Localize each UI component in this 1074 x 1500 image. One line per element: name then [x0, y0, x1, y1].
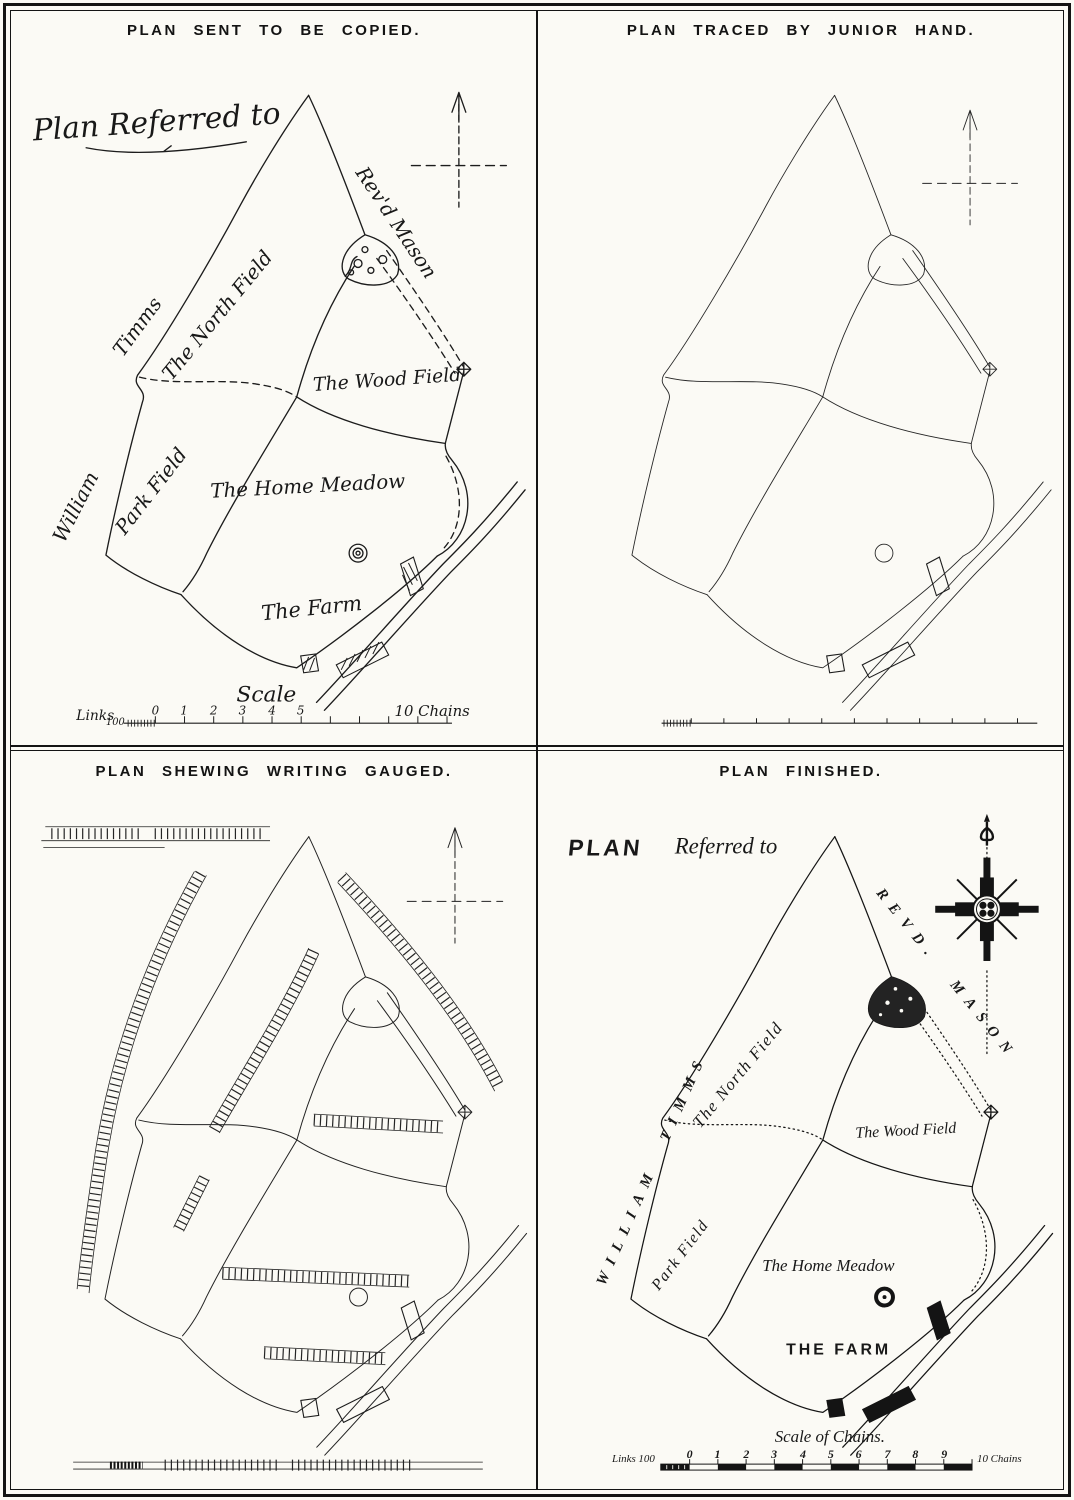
heading-script: Plan Referred to	[31, 95, 282, 148]
wood-clump-scribble	[345, 247, 387, 277]
scale-num-2: 2	[743, 1447, 750, 1462]
label-timms: Timms	[108, 292, 167, 361]
scale-bar-finished	[611, 1427, 1022, 1470]
scale-outline	[661, 1464, 972, 1470]
svg-text:Park Field	[110, 444, 192, 540]
pond-icon	[349, 544, 367, 562]
label-park-field: Park Field	[110, 443, 192, 539]
road-line-2	[325, 1233, 527, 1455]
pond-finished	[876, 1289, 893, 1306]
gauge-sample	[41, 827, 270, 848]
svg-text:The North Field	[689, 1018, 787, 1131]
quadrant-title-sent: PLAN SENT TO BE COPIED.	[126, 22, 422, 39]
scale-num-7: 7	[884, 1447, 891, 1462]
scale-num-5: 5	[296, 703, 305, 718]
scale-num-0: 0	[686, 1447, 693, 1462]
farm-buildings-outline	[827, 557, 950, 678]
north-arrow-icon	[411, 92, 506, 207]
north-arrow-icon	[407, 828, 502, 943]
quadrant-plan-gauged	[14, 754, 534, 1488]
lane-inner	[903, 259, 981, 374]
scale-num-3: 3	[238, 703, 247, 718]
scale-links-block	[661, 1464, 690, 1470]
division-line	[139, 1120, 297, 1140]
pond-rings	[353, 548, 363, 558]
heading-underline	[86, 142, 246, 153]
scale-num-3: 3	[771, 1447, 778, 1462]
quadrant-divider-horizontal-inner	[11, 750, 1063, 751]
scale-right-label: 10 Chains	[976, 1453, 1022, 1466]
label-mason: Rev'd Mason	[350, 162, 442, 283]
scale-links-label: Links	[76, 708, 115, 725]
label-home-meadow: The Home Meadow	[762, 1256, 895, 1276]
division-line	[666, 377, 823, 397]
scale-bar-traced	[662, 718, 1038, 723]
scale-links-label: Links 100	[612, 1453, 655, 1466]
label-wood-field: The Wood Field	[855, 1119, 957, 1142]
label-north-field: The North Field	[157, 246, 278, 385]
quadrant-divider-horizontal	[11, 745, 1063, 747]
scale-title: Scale of Chains.	[774, 1427, 885, 1447]
field-labels	[48, 162, 462, 626]
lane-inner	[377, 1001, 456, 1116]
label-the-farm: THE FARM	[786, 1341, 892, 1359]
estate-outline-traced	[632, 95, 1051, 710]
label-park-field: Park Field	[648, 1216, 713, 1294]
quadrant-plan-finished	[540, 754, 1062, 1488]
label-north-field: The North Field	[688, 1017, 787, 1132]
boundary-marker-icon	[458, 1105, 472, 1119]
quadrant-plan-sent	[14, 13, 534, 743]
scale-num-5: 5	[827, 1447, 834, 1462]
wood-clump-filled	[869, 977, 926, 1028]
scale-bar-sent	[75, 682, 470, 728]
division-dashed	[140, 377, 297, 397]
map-sent	[14, 41, 534, 739]
heading-plan: PLAN	[567, 834, 644, 861]
scale-num-1: 1	[180, 703, 188, 718]
scale-num-0: 0	[151, 703, 160, 718]
scale-ticks	[691, 718, 1017, 723]
division-dotted	[665, 1120, 823, 1140]
scale-num-9: 9	[941, 1447, 948, 1462]
scale-num-6: 6	[855, 1447, 862, 1462]
label-william: William	[48, 468, 104, 546]
scale-right-label: 10 Chains	[394, 703, 470, 721]
label-wood-field: The Wood Field	[312, 364, 462, 396]
scale-links-value: 100	[105, 717, 125, 729]
scale-num-1: 1	[714, 1447, 721, 1462]
lane-inner	[377, 259, 455, 374]
quadrant-title-traced: PLAN TRACED BY JUNIOR HAND.	[626, 22, 976, 39]
label-revd-mason: REVD. MASON	[872, 885, 1021, 1064]
division-home-wood	[297, 397, 445, 443]
north-arrow-icon	[923, 110, 1018, 225]
writing-gauges	[77, 871, 503, 1364]
dotted-arc	[970, 1200, 986, 1293]
field-labels-finished	[594, 885, 1021, 1359]
scale-title: Scale	[236, 682, 297, 708]
boundary-marker-icon	[984, 1105, 998, 1119]
scale-num-2: 2	[209, 703, 218, 718]
heading-finished	[567, 834, 777, 861]
label-william-timms: WILLIAM TIMMS	[593, 1050, 711, 1288]
boundary-marker-icon	[983, 362, 997, 376]
dashed-arc	[443, 456, 459, 549]
svg-text:Timms	[108, 293, 166, 361]
road-line-2	[850, 490, 1051, 710]
quadrant-plan-traced	[540, 13, 1062, 743]
scale-bar-gauged	[73, 1462, 483, 1469]
svg-text:William	[48, 468, 103, 546]
quadrant-title-finished: PLAN FINISHED.	[719, 763, 883, 780]
scale-num-4: 4	[268, 703, 276, 718]
label-home-meadow: The Home Meadow	[209, 469, 406, 503]
map-traced	[540, 41, 1060, 739]
scale-num-4: 4	[799, 1447, 806, 1462]
svg-text:Park Field	[648, 1217, 713, 1295]
pond-icon	[350, 1288, 368, 1306]
map-gauged	[14, 782, 534, 1484]
pond-icon	[875, 544, 893, 562]
estate-outline-gauged	[105, 837, 527, 1455]
label-farm: The Farm	[260, 590, 364, 626]
heading-referred: Referred to	[674, 833, 778, 859]
farm-buildings-solid	[827, 1301, 950, 1422]
svg-text:The North Field	[158, 246, 278, 384]
scale-num-8: 8	[912, 1447, 919, 1462]
quadrant-title-gauged: PLAN SHEWING WRITING GAUGED.	[95, 763, 453, 780]
map-finished	[540, 782, 1060, 1484]
